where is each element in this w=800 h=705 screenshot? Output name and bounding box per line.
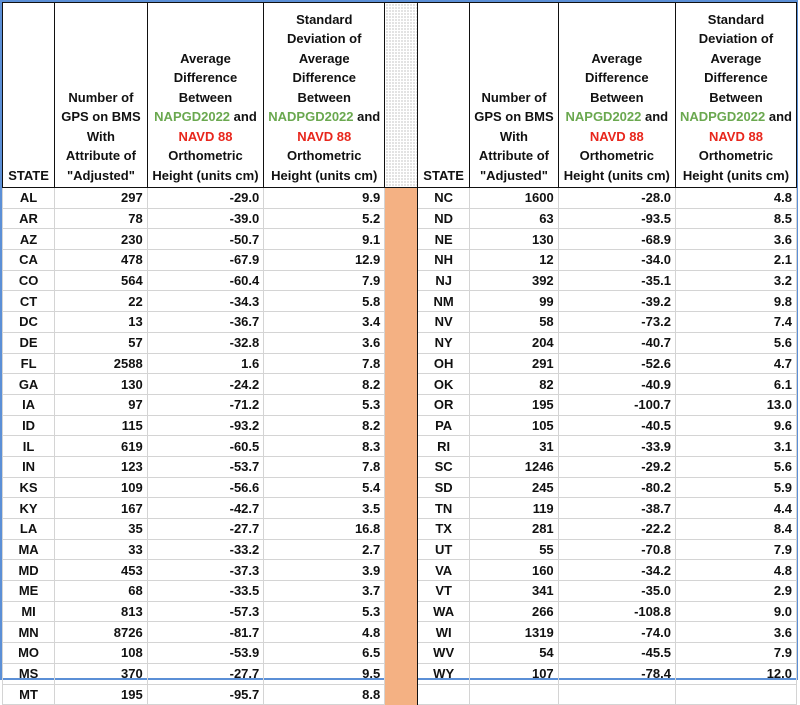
std-deviation-cell: 3.6: [675, 229, 796, 250]
gps-count-cell: 1600: [470, 188, 558, 209]
std-deviation-cell: 3.7: [264, 581, 385, 602]
gps-count-cell: 453: [55, 560, 148, 581]
state-cell: WV: [418, 643, 470, 664]
average-difference-cell: -78.4: [558, 663, 675, 684]
state-cell: CA: [3, 250, 55, 271]
state-cell: NJ: [418, 270, 470, 291]
separator-column: [385, 643, 418, 664]
state-cell: RI: [418, 436, 470, 457]
separator-column: [385, 394, 418, 415]
average-difference-cell: [558, 684, 675, 705]
gps-count-cell: 564: [55, 270, 148, 291]
state-cell: SD: [418, 477, 470, 498]
std-deviation-cell: 6.1: [675, 374, 796, 395]
table-row: [3, 353, 797, 374]
gps-count-cell: 35: [55, 519, 148, 540]
state-cell: OR: [418, 394, 470, 415]
average-difference-cell: -60.4: [147, 270, 264, 291]
average-difference-cell: -67.9: [147, 250, 264, 271]
gps-count-cell: 478: [55, 250, 148, 271]
separator-column: [385, 519, 418, 540]
average-difference-cell: -39.0: [147, 208, 264, 229]
average-difference-cell: -80.2: [558, 477, 675, 498]
state-cell: AL: [3, 188, 55, 209]
state-cell: VA: [418, 560, 470, 581]
std-deviation-cell: 2.1: [675, 250, 796, 271]
average-difference-cell: -74.0: [558, 622, 675, 643]
table-row: [3, 312, 797, 333]
std-deviation-cell: 9.1: [264, 229, 385, 250]
state-cell: WY: [418, 663, 470, 684]
state-cell: MD: [3, 560, 55, 581]
average-difference-cell: -93.2: [147, 415, 264, 436]
state-cell: PA: [418, 415, 470, 436]
gps-count-cell: 99: [470, 291, 558, 312]
separator-column: [385, 353, 418, 374]
gps-count-cell: 108: [55, 643, 148, 664]
state-cell: DE: [3, 332, 55, 353]
gps-count-cell: 12: [470, 250, 558, 271]
state-cell: [418, 684, 470, 705]
std-deviation-cell: 12.9: [264, 250, 385, 271]
separator-column: [385, 188, 418, 209]
gps-count-cell: 8726: [55, 622, 148, 643]
gps-count-cell: 105: [470, 415, 558, 436]
std-deviation-cell: 4.7: [675, 353, 796, 374]
table-row: [3, 477, 797, 498]
header-average-difference: Average Difference Between NAPGD2022 and NAVD 88 Orthometric Height (units cm): [558, 3, 675, 188]
separator-column: [385, 539, 418, 560]
average-difference-cell: -28.0: [558, 188, 675, 209]
std-deviation-cell: 13.0: [675, 394, 796, 415]
average-difference-cell: -39.2: [558, 291, 675, 312]
average-difference-cell: -93.5: [558, 208, 675, 229]
state-cell: NY: [418, 332, 470, 353]
gps-count-cell: 54: [470, 643, 558, 664]
gps-count-cell: 123: [55, 456, 148, 477]
gps-count-cell: 130: [55, 374, 148, 395]
gps-count-cell: 370: [55, 663, 148, 684]
average-difference-cell: -24.2: [147, 374, 264, 395]
separator-column: [385, 477, 418, 498]
state-cell: AR: [3, 208, 55, 229]
std-deviation-cell: 7.9: [264, 270, 385, 291]
table-row: [3, 601, 797, 622]
table-row: [3, 270, 797, 291]
state-comparison-table: [2, 2, 797, 705]
table-row: [3, 519, 797, 540]
state-cell: NE: [418, 229, 470, 250]
table-row: [3, 374, 797, 395]
std-deviation-cell: 5.6: [675, 456, 796, 477]
table-row: [3, 250, 797, 271]
separator-column: [385, 581, 418, 602]
std-deviation-cell: 7.8: [264, 353, 385, 374]
std-deviation-cell: 3.6: [264, 332, 385, 353]
table-row: [3, 684, 797, 705]
average-difference-cell: -73.2: [558, 312, 675, 333]
average-difference-cell: -56.6: [147, 477, 264, 498]
table-row: [3, 498, 797, 519]
state-cell: NC: [418, 188, 470, 209]
average-difference-cell: -81.7: [147, 622, 264, 643]
gps-count-cell: 97: [55, 394, 148, 415]
gps-count-cell: 341: [470, 581, 558, 602]
state-cell: NM: [418, 291, 470, 312]
state-cell: AZ: [3, 229, 55, 250]
state-cell: MA: [3, 539, 55, 560]
state-cell: ID: [3, 415, 55, 436]
gps-count-cell: 281: [470, 519, 558, 540]
table-row: [3, 332, 797, 353]
gps-count-cell: 109: [55, 477, 148, 498]
table-row: [3, 643, 797, 664]
std-deviation-cell: 3.1: [675, 436, 796, 457]
state-cell: MS: [3, 663, 55, 684]
average-difference-cell: -42.7: [147, 498, 264, 519]
std-deviation-cell: 3.4: [264, 312, 385, 333]
table-row: [3, 622, 797, 643]
separator-column: [385, 415, 418, 436]
gps-count-cell: 1319: [470, 622, 558, 643]
std-deviation-cell: 4.8: [675, 188, 796, 209]
std-deviation-cell: 3.5: [264, 498, 385, 519]
separator-column: [385, 663, 418, 684]
gps-count-cell: 13: [55, 312, 148, 333]
state-cell: MO: [3, 643, 55, 664]
table-row: [3, 415, 797, 436]
gps-count-cell: 31: [470, 436, 558, 457]
separator-column: [385, 250, 418, 271]
table-row: [3, 394, 797, 415]
gps-count-cell: 58: [470, 312, 558, 333]
average-difference-cell: -50.7: [147, 229, 264, 250]
gps-count-cell: 22: [55, 291, 148, 312]
std-deviation-cell: 9.8: [675, 291, 796, 312]
gps-count-cell: 195: [470, 394, 558, 415]
std-deviation-cell: 9.0: [675, 601, 796, 622]
gps-count-cell: 813: [55, 601, 148, 622]
header-gps-count: Number of GPS on BMS With Attribute of "Adjusted": [470, 3, 558, 188]
table-row: [3, 581, 797, 602]
std-deviation-cell: 5.3: [264, 601, 385, 622]
std-deviation-cell: 8.2: [264, 374, 385, 395]
state-cell: VT: [418, 581, 470, 602]
average-difference-cell: -34.0: [558, 250, 675, 271]
gps-count-cell: 33: [55, 539, 148, 560]
gps-count-cell: 2588: [55, 353, 148, 374]
state-cell: WI: [418, 622, 470, 643]
gps-count-cell: 297: [55, 188, 148, 209]
std-deviation-cell: [675, 684, 796, 705]
separator-column: [385, 332, 418, 353]
average-difference-cell: -22.2: [558, 519, 675, 540]
std-deviation-cell: 2.7: [264, 539, 385, 560]
state-cell: TN: [418, 498, 470, 519]
state-cell: CO: [3, 270, 55, 291]
average-difference-cell: -40.9: [558, 374, 675, 395]
table-row: [3, 188, 797, 209]
std-deviation-cell: 5.6: [675, 332, 796, 353]
state-cell: ME: [3, 581, 55, 602]
std-deviation-cell: 3.9: [264, 560, 385, 581]
state-cell: TX: [418, 519, 470, 540]
std-deviation-cell: 2.9: [675, 581, 796, 602]
state-cell: IA: [3, 394, 55, 415]
separator-column: [385, 312, 418, 333]
state-cell: GA: [3, 374, 55, 395]
table-row: [3, 291, 797, 312]
gps-count-cell: 119: [470, 498, 558, 519]
separator-column: [385, 601, 418, 622]
std-deviation-cell: 4.4: [675, 498, 796, 519]
average-difference-cell: -33.9: [558, 436, 675, 457]
average-difference-cell: -35.0: [558, 581, 675, 602]
average-difference-cell: -108.8: [558, 601, 675, 622]
header-std-deviation: Standard Deviation of Average Difference Between NADPGD2022 and NAVD 88 Orthometric Height (units cm): [675, 3, 796, 188]
average-difference-cell: -29.0: [147, 188, 264, 209]
average-difference-cell: -100.7: [558, 394, 675, 415]
gps-count-cell: 291: [470, 353, 558, 374]
gps-count-cell: 230: [55, 229, 148, 250]
state-cell: IL: [3, 436, 55, 457]
gps-count-cell: 266: [470, 601, 558, 622]
std-deviation-cell: 12.0: [675, 663, 796, 684]
state-cell: MN: [3, 622, 55, 643]
average-difference-cell: -33.2: [147, 539, 264, 560]
header-state: STATE: [418, 3, 470, 188]
average-difference-cell: -34.2: [558, 560, 675, 581]
gps-count-cell: 245: [470, 477, 558, 498]
average-difference-cell: -95.7: [147, 684, 264, 705]
std-deviation-cell: 8.5: [675, 208, 796, 229]
average-difference-cell: -52.6: [558, 353, 675, 374]
gps-count-cell: 195: [55, 684, 148, 705]
separator-column: [385, 456, 418, 477]
state-cell: OH: [418, 353, 470, 374]
separator-column: [385, 560, 418, 581]
average-difference-cell: -37.3: [147, 560, 264, 581]
average-difference-cell: -27.7: [147, 663, 264, 684]
state-cell: LA: [3, 519, 55, 540]
header-row: [3, 3, 797, 188]
std-deviation-cell: 8.3: [264, 436, 385, 457]
separator-column: [385, 436, 418, 457]
header-state: STATE: [3, 3, 55, 188]
average-difference-cell: -53.9: [147, 643, 264, 664]
state-cell: MT: [3, 684, 55, 705]
std-deviation-cell: 7.9: [675, 539, 796, 560]
gps-count-cell: 63: [470, 208, 558, 229]
gps-count-cell: 55: [470, 539, 558, 560]
state-cell: SC: [418, 456, 470, 477]
std-deviation-cell: 9.9: [264, 188, 385, 209]
average-difference-cell: -38.7: [558, 498, 675, 519]
gps-count-cell: 68: [55, 581, 148, 602]
table-row: [3, 539, 797, 560]
separator-column: [385, 229, 418, 250]
gps-count-cell: 167: [55, 498, 148, 519]
gps-count-cell: 619: [55, 436, 148, 457]
gps-count-cell: 82: [470, 374, 558, 395]
average-difference-cell: -29.2: [558, 456, 675, 477]
std-deviation-cell: 8.4: [675, 519, 796, 540]
state-cell: ND: [418, 208, 470, 229]
gps-count-cell: 392: [470, 270, 558, 291]
separator-column-header: [385, 3, 418, 188]
table-row: [3, 208, 797, 229]
std-deviation-cell: 9.5: [264, 663, 385, 684]
header-average-difference: Average Difference Between NAPGD2022 and NAVD 88 Orthometric Height (units cm): [147, 3, 264, 188]
std-deviation-cell: 8.8: [264, 684, 385, 705]
std-deviation-cell: 5.2: [264, 208, 385, 229]
state-cell: DC: [3, 312, 55, 333]
gps-count-cell: 78: [55, 208, 148, 229]
separator-column: [385, 498, 418, 519]
table-row: [3, 436, 797, 457]
table-row: [3, 229, 797, 250]
state-cell: OK: [418, 374, 470, 395]
std-deviation-cell: 3.6: [675, 622, 796, 643]
average-difference-cell: -57.3: [147, 601, 264, 622]
gps-count-cell: [470, 684, 558, 705]
header-std-deviation: Standard Deviation of Average Difference Between NADPGD2022 and NAVD 88 Orthometric Height (units cm): [264, 3, 385, 188]
average-difference-cell: -45.5: [558, 643, 675, 664]
std-deviation-cell: 5.9: [675, 477, 796, 498]
state-cell: KY: [3, 498, 55, 519]
average-difference-cell: -32.8: [147, 332, 264, 353]
average-difference-cell: -60.5: [147, 436, 264, 457]
state-cell: NH: [418, 250, 470, 271]
separator-column: [385, 270, 418, 291]
std-deviation-cell: 5.8: [264, 291, 385, 312]
state-cell: IN: [3, 456, 55, 477]
gps-count-cell: 57: [55, 332, 148, 353]
std-deviation-cell: 6.5: [264, 643, 385, 664]
std-deviation-cell: 8.2: [264, 415, 385, 436]
average-difference-cell: 1.6: [147, 353, 264, 374]
table-row: [3, 456, 797, 477]
state-cell: FL: [3, 353, 55, 374]
header-gps-count: Number of GPS on BMS With Attribute of "Adjusted": [55, 3, 148, 188]
average-difference-cell: -40.7: [558, 332, 675, 353]
gps-count-cell: 1246: [470, 456, 558, 477]
state-cell: CT: [3, 291, 55, 312]
gps-count-cell: 160: [470, 560, 558, 581]
average-difference-cell: -68.9: [558, 229, 675, 250]
state-cell: NV: [418, 312, 470, 333]
state-cell: KS: [3, 477, 55, 498]
gps-count-cell: 115: [55, 415, 148, 436]
std-deviation-cell: 7.9: [675, 643, 796, 664]
separator-column: [385, 374, 418, 395]
std-deviation-cell: 9.6: [675, 415, 796, 436]
std-deviation-cell: 5.3: [264, 394, 385, 415]
std-deviation-cell: 5.4: [264, 477, 385, 498]
state-cell: UT: [418, 539, 470, 560]
separator-column: [385, 684, 418, 705]
average-difference-cell: -36.7: [147, 312, 264, 333]
average-difference-cell: -40.5: [558, 415, 675, 436]
average-difference-cell: -34.3: [147, 291, 264, 312]
separator-column: [385, 208, 418, 229]
table-row: [3, 663, 797, 684]
average-difference-cell: -33.5: [147, 581, 264, 602]
std-deviation-cell: 7.4: [675, 312, 796, 333]
gps-count-cell: 107: [470, 663, 558, 684]
std-deviation-cell: 4.8: [264, 622, 385, 643]
average-difference-cell: -71.2: [147, 394, 264, 415]
average-difference-cell: -70.8: [558, 539, 675, 560]
average-difference-cell: -53.7: [147, 456, 264, 477]
table-row: [3, 560, 797, 581]
state-cell: MI: [3, 601, 55, 622]
gps-count-cell: 130: [470, 229, 558, 250]
std-deviation-cell: 3.2: [675, 270, 796, 291]
state-cell: WA: [418, 601, 470, 622]
average-difference-cell: -35.1: [558, 270, 675, 291]
gps-count-cell: 204: [470, 332, 558, 353]
separator-column: [385, 291, 418, 312]
std-deviation-cell: 4.8: [675, 560, 796, 581]
separator-column: [385, 622, 418, 643]
average-difference-cell: -27.7: [147, 519, 264, 540]
std-deviation-cell: 7.8: [264, 456, 385, 477]
std-deviation-cell: 16.8: [264, 519, 385, 540]
